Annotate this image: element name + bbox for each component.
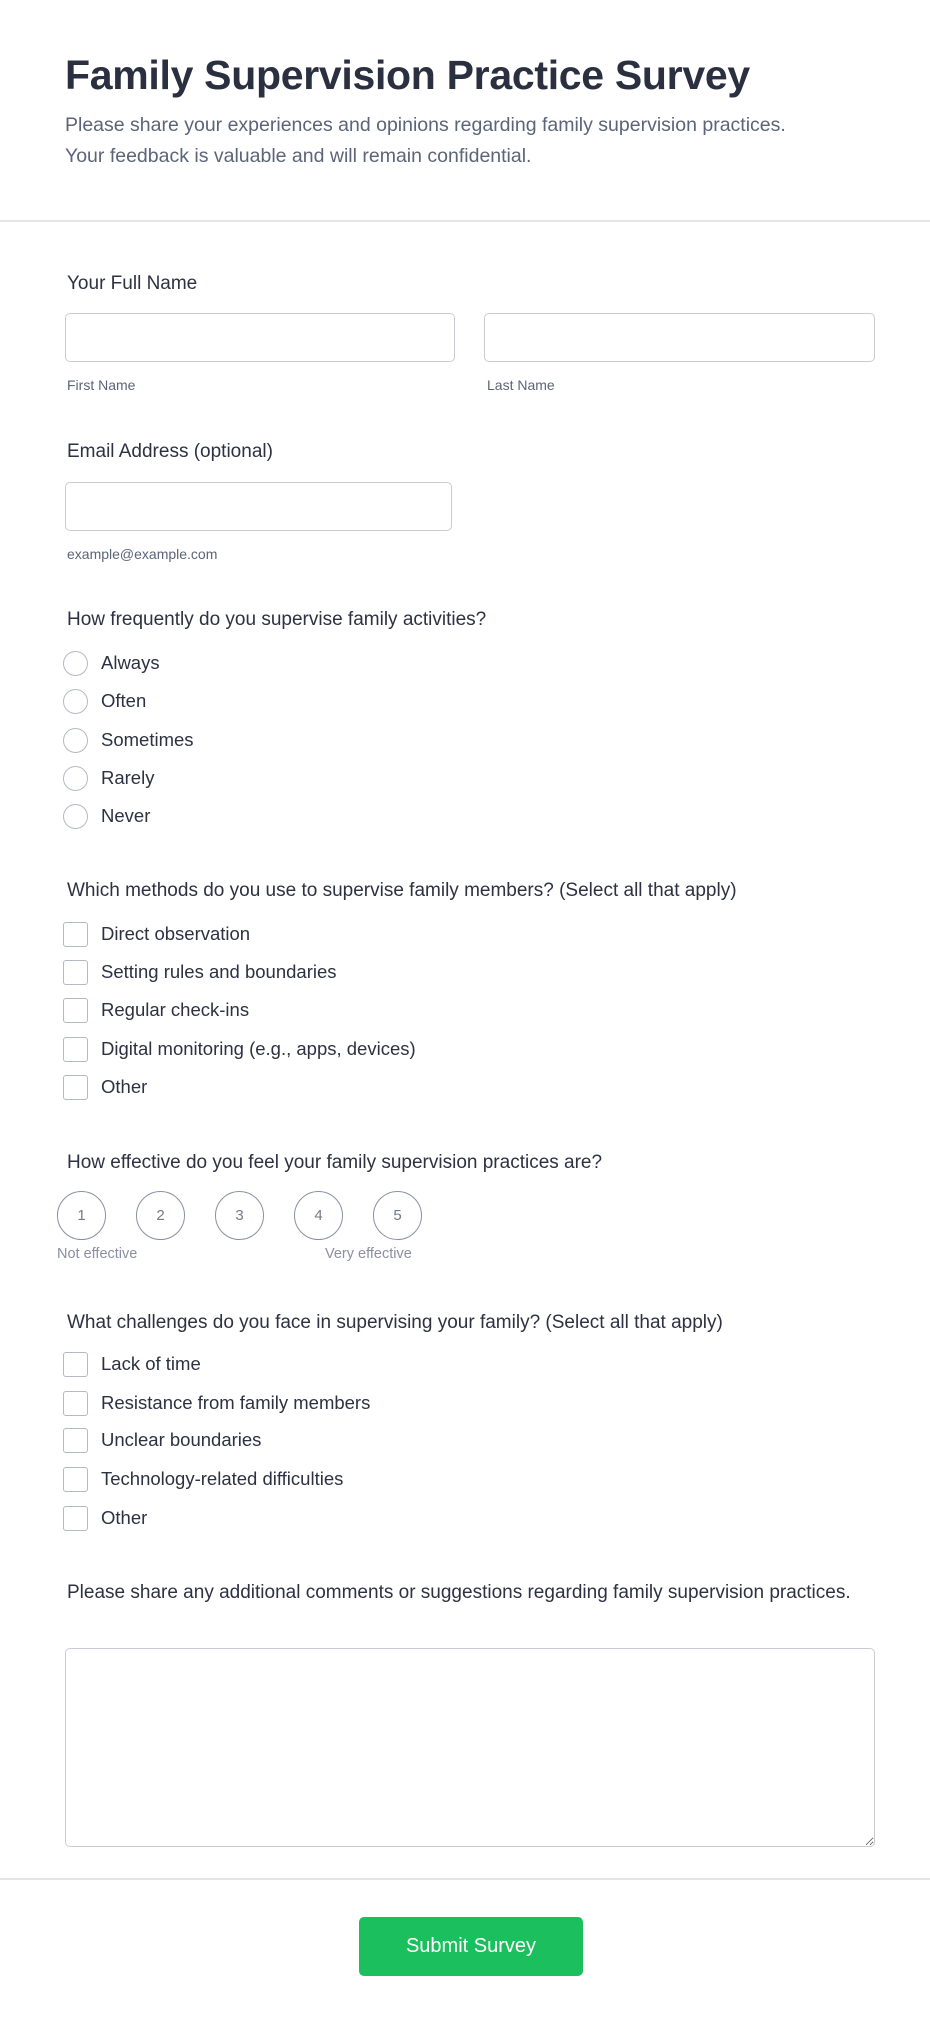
checkbox[interactable] <box>63 922 88 947</box>
radio-button[interactable] <box>63 766 88 791</box>
rating-5-button[interactable]: 5 <box>373 1191 422 1240</box>
radio-option-always[interactable] <box>63 650 160 676</box>
checkbox[interactable] <box>63 998 88 1023</box>
checkbox-option[interactable] <box>63 959 337 985</box>
option-label: Never <box>101 805 151 826</box>
checkbox[interactable] <box>63 1428 88 1453</box>
radio-button[interactable] <box>63 689 88 714</box>
checkbox[interactable] <box>63 1037 88 1062</box>
option-label: Digital monitoring (e.g., apps, devices) <box>101 1038 416 1059</box>
option-label: Regular check-ins <box>101 999 250 1020</box>
option-label: Technology-related difficulties <box>101 1468 344 1489</box>
checkbox-option[interactable] <box>63 1036 416 1062</box>
radio-button[interactable] <box>63 728 88 753</box>
checkbox-option[interactable] <box>63 1390 370 1416</box>
rating-3-button[interactable]: 3 <box>215 1191 264 1240</box>
checkbox-option[interactable] <box>63 921 250 947</box>
checkbox-option[interactable] <box>63 1074 147 1100</box>
full-name-label: Your Full Name <box>67 273 198 294</box>
methods-question: Which methods do you use to supervise family members? (Select all that apply) <box>67 880 737 901</box>
option-label: Sometimes <box>101 729 194 750</box>
radio-option-never[interactable] <box>63 803 150 829</box>
rating-1-button[interactable]: 1 <box>57 1191 106 1240</box>
last-name-input[interactable] <box>484 313 875 362</box>
checkbox[interactable] <box>63 1391 88 1416</box>
email-hint: example@example.com <box>67 546 218 562</box>
scale-high-label: Very effective <box>325 1246 412 1262</box>
first-name-input[interactable] <box>65 313 455 362</box>
page-subtitle <box>65 110 925 172</box>
footer-divider <box>0 1878 930 1880</box>
checkbox-option[interactable] <box>63 1505 147 1531</box>
option-label: Direct observation <box>101 923 251 944</box>
effectiveness-question: How effective do you feel your family supervision practices are? <box>67 1152 603 1173</box>
rating-4-button[interactable]: 4 <box>294 1191 343 1240</box>
comments-textarea[interactable] <box>65 1648 875 1847</box>
option-label: Lack of time <box>101 1353 201 1374</box>
challenges-question: What challenges do you face in supervising your family? (Select all that apply) <box>67 1312 723 1333</box>
checkbox[interactable] <box>63 1467 88 1492</box>
page-title: Family Supervision Practice Survey <box>65 52 750 98</box>
option-label: Unclear boundaries <box>101 1429 262 1450</box>
scale-low-label: Not effective <box>57 1246 138 1262</box>
checkbox[interactable] <box>63 1352 88 1377</box>
option-label: Resistance from family members <box>101 1392 371 1413</box>
radio-option-sometimes[interactable] <box>63 727 194 753</box>
first-name-hint: First Name <box>67 377 136 393</box>
checkbox[interactable] <box>63 1506 88 1531</box>
submit-survey-button[interactable]: Submit Survey <box>359 1917 583 1976</box>
last-name-hint: Last Name <box>487 377 555 393</box>
option-label: Rarely <box>101 767 155 788</box>
option-label: Often <box>101 690 147 711</box>
option-label: Other <box>101 1507 148 1528</box>
checkbox-option[interactable] <box>63 1427 261 1453</box>
frequency-question: How frequently do you supervise family activities? <box>67 609 487 630</box>
header-divider <box>0 220 930 222</box>
subtitle-line: Please share your experiences and opinions regarding family supervision practices. <box>65 114 786 136</box>
email-input[interactable] <box>65 482 452 531</box>
comments-question: Please share any additional comments or suggestions regarding family supervision practices. <box>67 1582 851 1603</box>
subtitle-line: Your feedback is valuable and will remain confidential. <box>65 145 532 167</box>
checkbox[interactable] <box>63 960 88 985</box>
email-label: Email Address (optional) <box>67 441 273 462</box>
rating-2-button[interactable]: 2 <box>136 1191 185 1240</box>
checkbox-option[interactable] <box>63 1466 343 1492</box>
radio-option-often[interactable] <box>63 688 146 714</box>
radio-button[interactable] <box>63 804 88 829</box>
radio-option-rarely[interactable] <box>63 765 154 791</box>
option-label: Always <box>101 652 160 673</box>
checkbox-option[interactable] <box>63 1351 201 1377</box>
option-label: Other <box>101 1076 148 1097</box>
checkbox-option[interactable] <box>63 997 249 1023</box>
checkbox[interactable] <box>63 1075 88 1100</box>
option-label: Setting rules and boundaries <box>101 961 337 982</box>
radio-button[interactable] <box>63 651 88 676</box>
